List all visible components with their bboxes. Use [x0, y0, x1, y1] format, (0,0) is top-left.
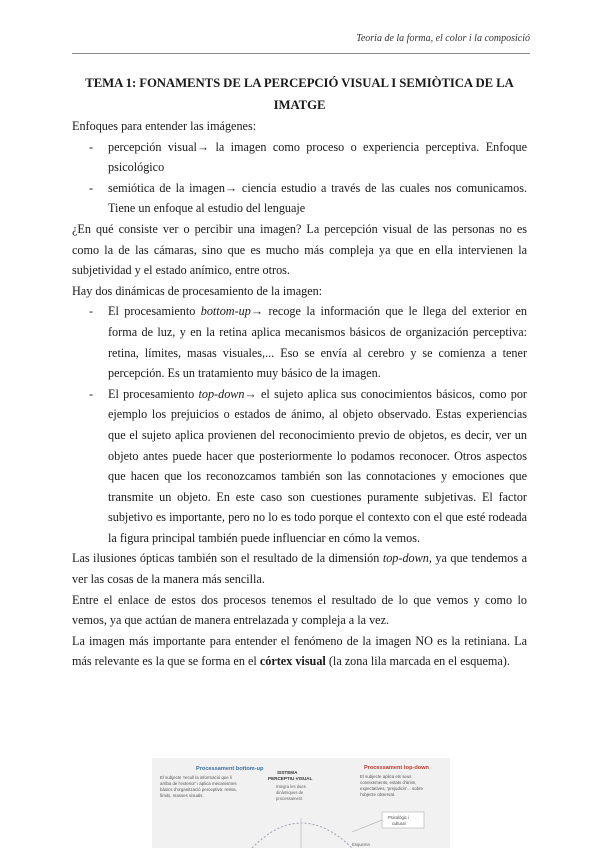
title-line-2: IMATGE: [273, 98, 326, 112]
approaches-list: [72, 137, 527, 219]
paragraph-cortex: [72, 631, 527, 672]
text-segment: (la zona lila marcada en el esquema).: [325, 654, 510, 669]
diagram-center-body: dinàmiques de: [276, 790, 304, 795]
title-line-1: TEMA 1: FONAMENTS DE LA PERCEPCIÓ VISUAL I SEMIÒTICA DE LA: [85, 76, 514, 90]
diagram-left-title: Processament bottom-up: [196, 766, 264, 772]
dynamics-list: [72, 301, 527, 548]
list-item: - semiótica de la imagen→ ciencia estudio a través de las cuales nos comunicamos. Tiene un enfoque al estudio del lenguaje: [72, 178, 527, 219]
diagram-right-title: Processament top-down: [364, 765, 429, 771]
diagram-right-body: El subjecte aplica els seus: [360, 774, 412, 779]
text-segment: , ya que tendemos a ver las cosas de la manera más sencilla.: [72, 551, 527, 587]
diagram-small-label: Esquema: [352, 842, 370, 847]
header-rule: [72, 53, 530, 54]
running-header: Teoria de la forma, el color i la composició: [356, 33, 530, 44]
diagram-right-body: coneixements, estats d'ànim,: [360, 780, 417, 785]
text-segment: → el sujeto aplica sus conocimientos básicos, como por ejemplo los prejuicios o estados de ánimo, al objeto observado. Estas experiencias que el sujeto aplica provienen del reconocimiento previo de objetos, es decir, ver un objeto antes puede hacer que posteriormente lo podamos reconocer. Otros aspectos que hacen que los reconozcamos también son las connotaciones y emociones que transmite un objeto. En este caso son cuestiones puramente subjetivas. El factor subjetivo es importante, pero no lo es todo porque el contexto con el que esté rodeada la figura principal también puede influenciar en cómo la vemos.: [108, 386, 527, 545]
diagram-left-body: arriba de l'exterior' i aplica mecanismes: [160, 781, 237, 786]
paragraph-question: ¿En qué consiste ver o percibir una imagen? La percepción visual de las personas no es como la de las cámaras, sino que es mucho más compleja ya que en ella intervienen la subjetividad y el estado anímico, entre otros.: [72, 221, 527, 278]
diagram-right-body: expectatives, 'prejudicis'... sobre: [360, 786, 423, 791]
term-top-down: top-down: [198, 386, 245, 401]
paragraph-between: Entre el enlace de estos dos procesos tenemos el resultado de lo que vemos y como lo vemos, ya que actúan de manera entrelazada y compleja a la vez.: [72, 592, 527, 628]
list-item-top-down: [72, 384, 527, 549]
diagram-box-label: cultural: [392, 821, 406, 826]
text-segment: → recoge la información que le llega del exterior en forma de luz, y en la retina aplica mecanismos básicos de organización perceptiva: retina, límites, masas visuales,... Eso se envía al cerebro y se comienza a tener percepción. Es un tratamiento muy básico de la imagen.: [108, 304, 527, 381]
text-segment: La imagen más importante para entender el fenómeno de la imagen NO es la retiniana. La más relevante es la que se forma en el: [72, 633, 527, 669]
dynamics-intro: Hay dos dinámicas de procesamiento de la imagen:: [72, 283, 323, 298]
paragraph-illusions: [72, 548, 527, 589]
diagram-center-body: Integra les dues: [276, 784, 306, 789]
term-top-down: top-down: [382, 551, 429, 566]
document-body: [72, 72, 527, 672]
diagram-center-title: PERCEPTIU VISUAL: [268, 776, 313, 781]
diagram-left-body: El subjecte 'recull la informació que li: [160, 775, 232, 780]
approaches-intro: Enfoques para entender las imágenes:: [72, 119, 257, 133]
list-item-bottom-up: [72, 301, 527, 383]
diagram-right-body: l'objecte observat.: [360, 792, 396, 797]
perception-diagram: [152, 758, 450, 848]
diagram-center-body: processament: [276, 796, 303, 801]
diagram-svg: [152, 758, 450, 848]
term-bottom-up: bottom-up: [200, 304, 251, 319]
diagram-left-body: bàsics d'organització perceptiva: retina,: [160, 787, 237, 792]
term-cortex: córtex visual: [259, 654, 326, 669]
text-segment: El procesamiento: [108, 304, 201, 319]
list-item: - percepción visual→ la imagen como proceso o experiencia perceptiva. Enfoque psicológico: [72, 137, 527, 178]
text-segment: El procesamiento: [108, 386, 199, 401]
diagram-left-body: límits, masses visuals.: [160, 793, 204, 798]
diagram-center-title: SISTEMA: [277, 770, 298, 775]
diagram-box-label: Psicològic i: [388, 815, 409, 820]
text-segment: Las ilusiones ópticas también son el resultado de la dimensión: [72, 551, 383, 566]
page-title: [72, 72, 527, 116]
